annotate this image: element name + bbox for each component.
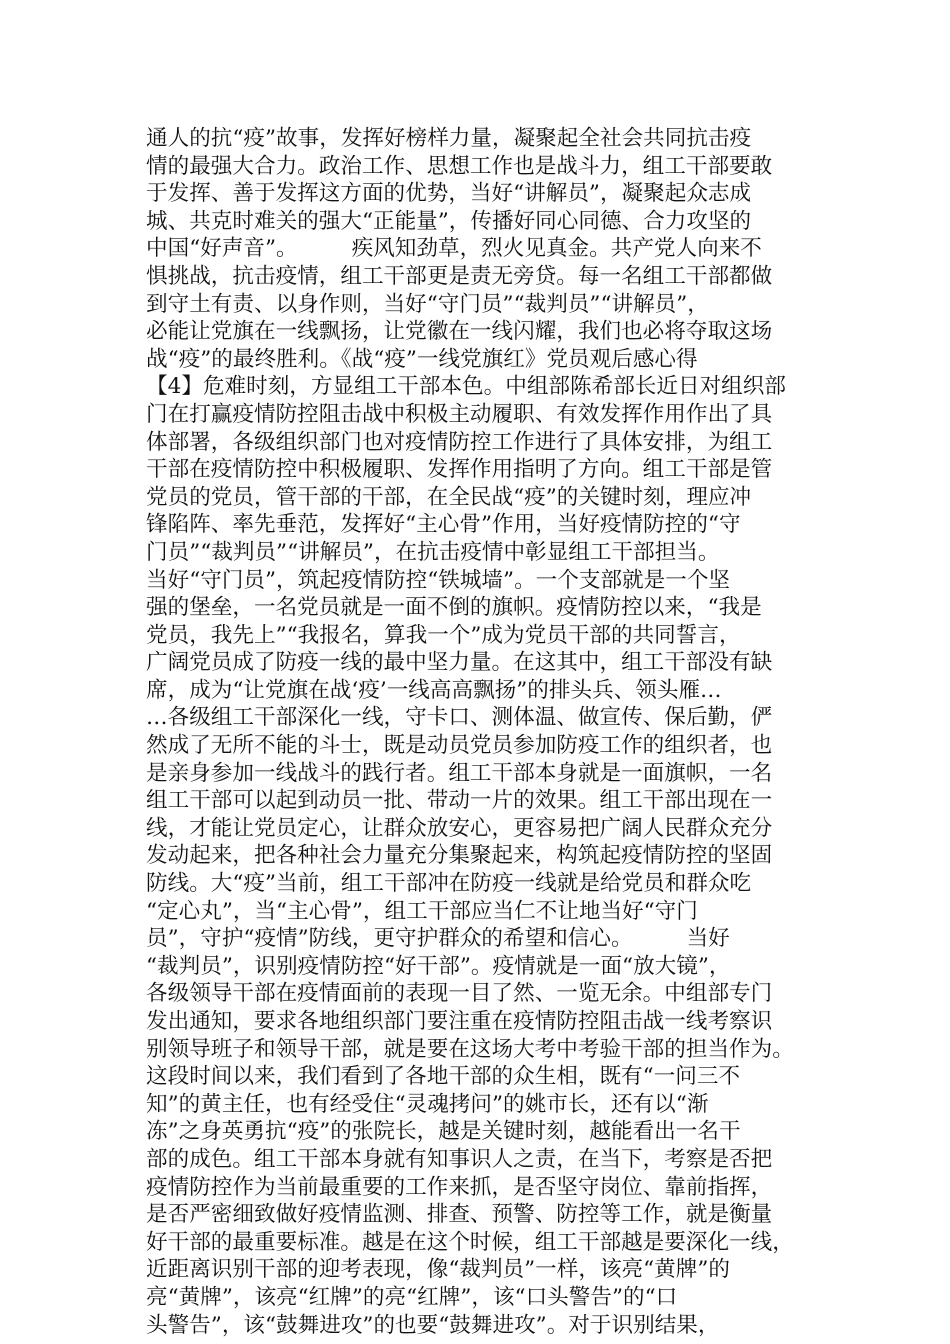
text-line: 知”的黄主任，也有经受住“灵魂拷问”的姚市长，还有以“渐: [146, 1091, 709, 1117]
text-line: 组工干部可以起到动员一批、带动一片的效果。组工干部出现在一: [146, 788, 773, 814]
text-line: 线，才能让党员定心，让群众放安心，更容易把广阔人民群众充分: [146, 815, 773, 841]
text-line: 城、共克时难关的强大“正能量”，传播好同心同德、合力攻坚的: [146, 208, 752, 234]
text-line: 别领导班子和领导干部，就是要在这场大考中考验干部的担当作为。: [146, 1036, 794, 1062]
text-line: 冻”之身英勇抗“疫”的张院长，越是关键时刻，越能看出一名干: [146, 1119, 741, 1145]
text-line: 头警告”，该“鼓舞进攻”的也要“鼓舞进攻”。对于识别结果，: [146, 1312, 720, 1338]
text-line: …各级组工干部深化一线，守卡口、测体温、做宣传、保后勤，俨: [146, 705, 773, 731]
text-line: 党员的党员，管干部的干部，在全民战“疫”的关键时刻，理应冲: [146, 484, 752, 510]
text-line: 然成了无所不能的斗士，既是动员党员参加防疫工作的组织者，也: [146, 733, 773, 759]
text-line: 于发挥、善于发挥这方面的优势，当好“讲解员”，凝聚起众志成: [146, 181, 752, 207]
text-line: 防线。大“疫”当前，组工干部冲在防疫一线就是给党员和群众吃: [146, 871, 752, 897]
text-line: 门员”“裁判员”“讲解员”，在抗击疫情中彰显组工干部担当。: [146, 539, 720, 565]
text-line: 员”，守护“疫情”防线，更守护群众的希望和信心。 当好: [146, 926, 730, 952]
text-line: 当好“守门员”，筑起疫情防控“铁城墙”。一个支部就是一个坚: [146, 567, 731, 593]
text-line: “裁判员”，识别疫情防控“好干部”。疫情就是一面“放大镜”，: [146, 953, 731, 979]
text-line: 体部署，各级组织部门也对疫情防控工作进行了具体安排，为组工: [146, 429, 773, 455]
text-line: 必能让党旗在一线飘扬，让党徽在一线闪耀，我们也必将夺取这场: [146, 319, 773, 345]
text-line: 党员，我先上”“我报名，算我一个”成为党员干部的共同誓言，: [146, 622, 741, 648]
text-line: 锋陷阵、率先垂范，发挥好“主心骨”作用，当好疫情防控的“守: [146, 512, 741, 538]
text-line: 干部在疫情防控中积极履职、发挥作用指明了方向。组工干部是管: [146, 457, 773, 483]
text-line: 发动起来，把各种社会力量充分集聚起来，构筑起疫情防控的坚固: [146, 843, 773, 869]
text-line: 是否严密细致做好疫情监测、排查、预警、防控等工作，就是衡量: [146, 1202, 773, 1228]
text-line: 部的成色。组工干部本身就有知事识人之责，在当下，考察是否把: [146, 1146, 773, 1172]
text-line: 各级领导干部在疫情面前的表现一目了然、一览无余。中组部专门: [146, 981, 773, 1007]
text-line: 强的堡垒，一名党员就是一面不倒的旗帜。疫情防控以来，“我是: [146, 595, 762, 621]
text-line: 通人的抗“疫”故事，发挥好榜样力量，凝聚起全社会共同抗击疫: [146, 126, 752, 151]
text-line: 广阔党员成了防疫一线的最中坚力量。在这其中，组工干部没有缺: [146, 650, 773, 676]
text-line: 中国“好声音”。 疾风知劲草，烈火见真金。共产党人向来不: [146, 236, 762, 262]
text-line: 战“疫”的最终胜利。《战“疫”一线党旗红》党员观后感心得: [146, 346, 698, 372]
text-line: 情的最强大合力。政治工作、思想工作也是战斗力，组工干部要敢: [146, 153, 773, 179]
text-line: 惧挑战，抗击疫情，组工干部更是责无旁贷。每一名组工干部都做: [146, 263, 773, 289]
text-line: 这段时间以来，我们看到了各地干部的众生相，既有“一问三不: [146, 1064, 741, 1090]
text-line: 到守土有责、以身作则，当好“守门员”“裁判员”“讲解员”，: [146, 291, 709, 317]
text-line: 发出通知，要求各地组织部门要注重在疫情防控阻击战一线考察识: [146, 1009, 773, 1034]
text-line: 疫情防控作为当前最重要的工作来抓，是否坚守岗位、靠前指挥，: [146, 1174, 773, 1200]
text-line: “定心丸”，当“主心骨”，组工干部应当仁不让地当好“守门: [146, 898, 698, 924]
text-line: 是亲身参加一线战斗的践行者。组工干部本身就是一面旗帜，一名: [146, 760, 773, 786]
text-line: 【4】危难时刻，方显组工干部本色。中组部陈希部长近日对组织部: [146, 374, 786, 400]
text-line: 近距离识别干部的迎考表现，像“裁判员”一样，该亮“黄牌”的: [146, 1257, 731, 1283]
text-line: 席，成为“让党旗在战‘疫’一线高高飘扬”的排头兵、领头雁…: [146, 677, 722, 703]
text-line: 好干部的最重要标准。越是在这个时候，组工干部越是要深化一线，: [146, 1229, 794, 1255]
text-line: 亮“黄牌”，该亮“红牌”的亮“红牌”，该“口头警告”的“口: [146, 1284, 678, 1310]
text-line: 门在打赢疫情防控阻击战中积极主动履职、有效发挥作用作出了具: [146, 401, 773, 427]
body-text: [146, 125, 806, 1339]
